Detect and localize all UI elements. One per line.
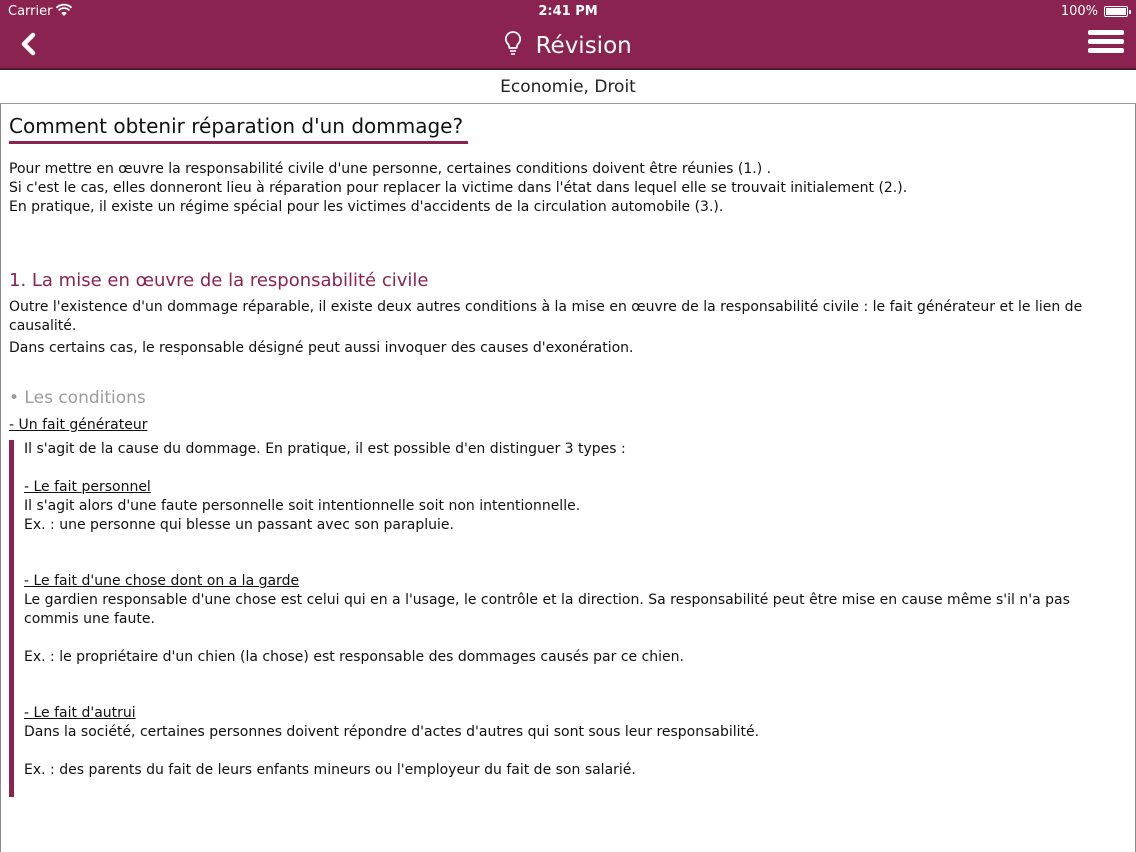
fait-chose-heading: - Le fait d'une chose dont on a la garde: [24, 573, 300, 589]
intro-line-3: En pratique, il existe un régime spécial pour les victimes d'accidents de la circulation automobile (3.).: [9, 199, 724, 215]
fait-autrui-example: Ex. : des parents du fait de leurs enfants mineurs ou l'employeur du fait de son salarié.: [24, 762, 636, 778]
fait-personnel-heading: - Le fait personnel: [24, 479, 151, 495]
intro-line-2: Si c'est le cas, elles donneront lieu à réparation pour replacer la victime dans l'état dans lequel elle se trouvait initialement (2.).: [9, 180, 908, 196]
menu-button[interactable]: [1088, 30, 1124, 60]
lesson-title: Comment obtenir réparation d'un dommage?: [9, 114, 464, 138]
battery-percentage: 100%: [1060, 4, 1098, 19]
title-underline: [9, 141, 468, 144]
back-button[interactable]: [16, 28, 46, 62]
lightbulb-icon: [504, 30, 522, 56]
hamburger-icon: [1088, 30, 1124, 53]
fait-chose-line-1: Le gardien responsable d'une chose est celui qui en a l'usage, le contrôle et la direction. Sa responsabilité peut être mise en cause même s'il n'a pas: [24, 592, 1070, 608]
section-paragraph-2: Dans certains cas, le responsable désigné peut aussi invoquer des causes d'exonération.: [9, 340, 634, 356]
section-title: 1. La mise en œuvre de la responsabilité civile: [9, 270, 429, 291]
carrier-label: Carrier: [8, 4, 53, 19]
battery-icon: [1104, 6, 1128, 17]
quote-intro: Il s'agit de la cause du dommage. En pratique, il est possible d'en distinguer 3 types :: [24, 441, 626, 457]
intro-line-1: Pour mettre en œuvre la responsabilité civile d'une personne, certaines conditions doivent être réunies (1.) .: [9, 161, 772, 177]
quote-bar: [9, 440, 14, 797]
nav-title-text: Révision: [535, 33, 632, 59]
section-paragraph-line-1: Outre l'existence d'un dommage réparable, il existe deux autres conditions à la mise en œuvre de la responsabilité civile : le fait générateur et le lien de: [9, 299, 1083, 315]
fait-chose-line-2: commis une faute.: [24, 611, 155, 627]
section-paragraph-line-2: causalité.: [9, 318, 77, 334]
conditions-heading: • Les conditions: [9, 388, 146, 408]
chevron-left-icon: [16, 28, 42, 62]
nav-title: [0, 30, 1136, 59]
fait-personnel-line-1: Il s'agit alors d'une faute personnelle soit intentionnelle soit non intentionnelle.: [24, 498, 581, 514]
status-bar: [0, 0, 1136, 24]
nav-bar: [0, 24, 1136, 70]
clock: 2:41 PM: [538, 4, 598, 19]
fait-autrui-line-1: Dans la société, certaines personnes doivent répondre d'actes d'autres qui sont sous leur responsabilité.: [24, 724, 760, 740]
fait-chose-example: Ex. : le propriétaire d'un chien (la chose) est responsable des dommages causés par ce chien.: [24, 649, 684, 665]
fait-autrui-heading: - Le fait d'autrui: [24, 705, 136, 721]
fait-personnel-line-2: Ex. : une personne qui blesse un passant avec son parapluie.: [24, 517, 454, 533]
fait-generateur-heading: - Un fait générateur: [9, 417, 148, 433]
subject-header: Economie, Droit: [0, 72, 1136, 104]
